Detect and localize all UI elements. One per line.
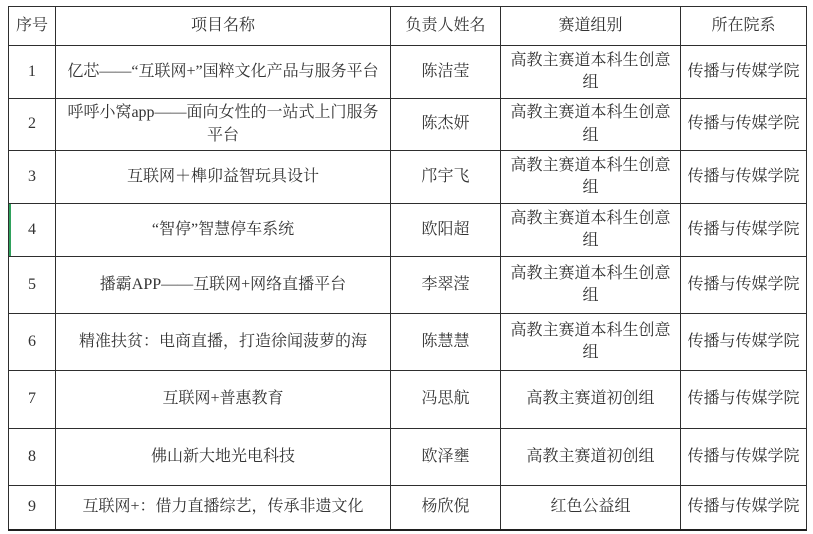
cell-track-group: 高教主赛道本科生创意组 bbox=[501, 204, 681, 257]
header-track-group: 赛道组别 bbox=[501, 7, 681, 46]
cell-no: 4 bbox=[9, 204, 56, 257]
cell-leader-name: 陈慧慧 bbox=[391, 314, 501, 371]
cell-track-group: 高教主赛道本科生创意组 bbox=[501, 99, 681, 151]
cell-leader-name: 杨欣倪 bbox=[391, 486, 501, 531]
table-row bbox=[9, 99, 807, 151]
cell-no: 8 bbox=[9, 429, 56, 486]
cell-track-group: 高教主赛道本科生创意组 bbox=[501, 314, 681, 371]
cell-leader-name: 陈洁莹 bbox=[391, 46, 501, 99]
cell-department: 传播与传媒学院 bbox=[681, 314, 807, 371]
cell-project-name: 播霸APP——互联网+网络直播平台 bbox=[56, 257, 391, 314]
table-row bbox=[9, 257, 807, 314]
table-row bbox=[9, 371, 807, 429]
cell-no: 3 bbox=[9, 151, 56, 204]
cell-no: 7 bbox=[9, 371, 56, 429]
cell-track-group: 高教主赛道本科生创意组 bbox=[501, 151, 681, 204]
table-row bbox=[9, 151, 807, 204]
cell-leader-name: 冯思航 bbox=[391, 371, 501, 429]
cell-leader-name: 欧泽壅 bbox=[391, 429, 501, 486]
projects-table bbox=[8, 6, 807, 531]
cell-no: 6 bbox=[9, 314, 56, 371]
cell-department: 传播与传媒学院 bbox=[681, 99, 807, 151]
table-row bbox=[9, 486, 807, 531]
cell-track-group: 高教主赛道初创组 bbox=[501, 371, 681, 429]
cell-project-name: 呼呼小窝app——面向女性的一站式上门服务平台 bbox=[56, 99, 391, 151]
cell-project-name: 精准扶贫：电商直播，打造徐闻菠萝的海 bbox=[56, 314, 391, 371]
cell-track-group: 高教主赛道本科生创意组 bbox=[501, 46, 681, 99]
cell-project-name: 佛山新大地光电科技 bbox=[56, 429, 391, 486]
header-no: 序号 bbox=[9, 7, 56, 46]
cell-project-name: 互联网＋榫卯益智玩具设计 bbox=[56, 151, 391, 204]
cell-no: 9 bbox=[9, 486, 56, 531]
cell-track-group: 高教主赛道初创组 bbox=[501, 429, 681, 486]
header-department: 所在院系 bbox=[681, 7, 807, 46]
cell-leader-name: 李翠滢 bbox=[391, 257, 501, 314]
table-row bbox=[9, 314, 807, 371]
cell-department: 传播与传媒学院 bbox=[681, 257, 807, 314]
table-row bbox=[9, 204, 807, 257]
cell-project-name: “智停”智慧停车系统 bbox=[56, 204, 391, 257]
cell-no: 5 bbox=[9, 257, 56, 314]
cell-leader-name: 欧阳超 bbox=[391, 204, 501, 257]
cell-department: 传播与传媒学院 bbox=[681, 486, 807, 531]
cell-department: 传播与传媒学院 bbox=[681, 151, 807, 204]
table-header-row bbox=[9, 7, 807, 46]
cell-department: 传播与传媒学院 bbox=[681, 204, 807, 257]
cell-no: 1 bbox=[9, 46, 56, 99]
cell-project-name: 互联网+普惠教育 bbox=[56, 371, 391, 429]
cell-department: 传播与传媒学院 bbox=[681, 371, 807, 429]
cell-track-group: 红色公益组 bbox=[501, 486, 681, 531]
header-project-name: 项目名称 bbox=[56, 7, 391, 46]
table-row bbox=[9, 46, 807, 99]
cell-department: 传播与传媒学院 bbox=[681, 46, 807, 99]
cell-project-name: 互联网+：借力直播综艺，传承非遗文化 bbox=[56, 486, 391, 531]
table-row bbox=[9, 429, 807, 486]
cell-leader-name: 陈杰妍 bbox=[391, 99, 501, 151]
header-leader-name: 负责人姓名 bbox=[391, 7, 501, 46]
cell-department: 传播与传媒学院 bbox=[681, 429, 807, 486]
cell-no: 2 bbox=[9, 99, 56, 151]
cell-track-group: 高教主赛道本科生创意组 bbox=[501, 257, 681, 314]
cell-project-name: 亿芯——“互联网+”国粹文化产品与服务平台 bbox=[56, 46, 391, 99]
cell-leader-name: 邝宇飞 bbox=[391, 151, 501, 204]
